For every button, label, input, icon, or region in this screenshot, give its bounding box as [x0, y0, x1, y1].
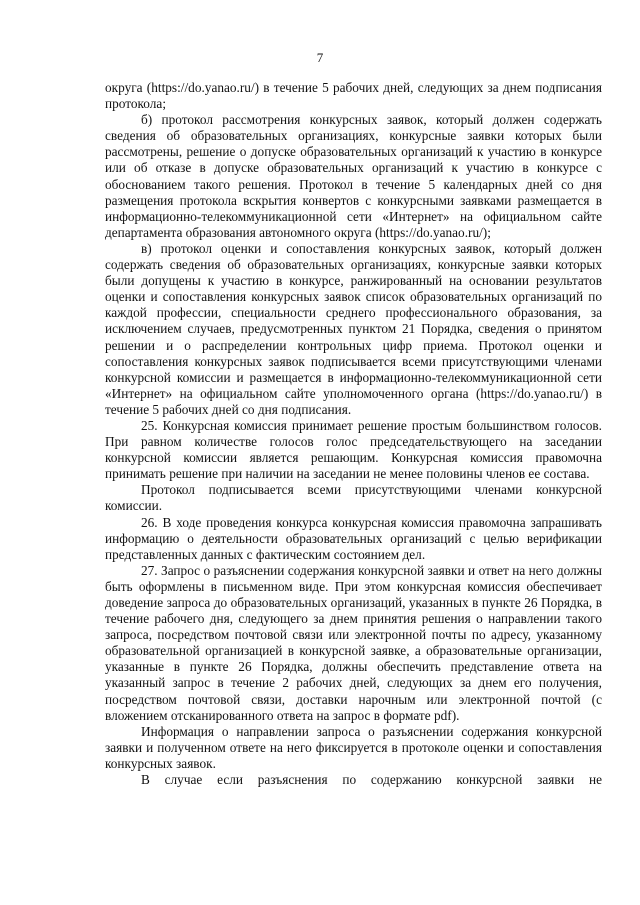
document-body	[105, 80, 602, 788]
paragraph-review-protocol: б) протокол рассмотрения конкурсных заявок, который должен содержать сведения об образовательных организациях, конкурсные заявки которых были рассмотрены, решение о допуске образовательных организаций к участию в конкурсе или об отказе в допуске образовательных организаций к участию в конкурсе с обоснованием такого решения. Протокол в течение 5 календарных дней со дня размещения протокола вскрытия конвертов с конкурсными заявками размещается в информационно-телекоммуникационной сети «Интернет» на официальном сайте департамента образования автономного округа (https://do.yanao.ru/);	[105, 112, 602, 240]
paragraph-item-26: 26. В ходе проведения конкурса конкурсная комиссия правомочна запрашивать информацию о деятельности образовательных организаций с целью верификации представленных данных с фактическим состоянием дел.	[105, 514, 602, 562]
paragraph-item-25: 25. Конкурсная комиссия принимает решение простым большинством голосов. При равном количестве голосов голос председательствующего на заседании конкурсной комиссии является решающим. Конкурсная комиссия правомочна принимать решение при наличии на заседании не менее половины членов ее состава.	[105, 417, 602, 482]
paragraph-clarification-start: В случае если разъяснения по содержанию конкурсной заявки не	[141, 772, 602, 788]
page-number: 7	[316, 50, 324, 65]
paragraph-item-27: 27. Запрос о разъяснении содержания конкурсной заявки и ответ на него должны быть оформлены в письменном виде. При этом конкурсная комиссия обеспечивает доведение запроса до образовательных организаций, указанных в пункте 26 Порядка, в течение рабочего дня, следующего за днем принятия решения о направлении такого запроса, посредством почтовой связи или электронной почты по адресу, указанному образовательной организацией в конкурсной заявке, а образовательные организации, указанные в пункте 26 Порядка, должны обеспечить представление ответа на указанный запрос в течение 2 рабочих дней, следующих за днем его получения, посредством почтовой связи, доставки нарочным или электронной почтой (с вложением отсканированного ответа на запрос в формате pdf).	[105, 562, 602, 723]
paragraph-evaluation-protocol: в) протокол оценки и сопоставления конкурсных заявок, который должен содержать сведения об образовательных организациях, конкурсные заявки которых были допущены к участию в конкурсе, ранжированный на основании результатов оценки и сопоставления конкурсных заявок список образовательных организаций по каждой профессии, специальности среднего профессионального образования, за исключением случаев, предусмотренных пунктом 21 Порядка, сведения о принятом решении и о распределении контрольных цифр приема. Протокол оценки и сопоставления конкурсных заявок подписывается всеми присутствующими членами конкурсной комиссии и размещается в информационно-телекоммуникационной сети «Интернет» на официальном сайте уполномоченного органа (https://do.yanao.ru/) в течение 5 рабочих дней со дня подписания.	[105, 240, 602, 417]
paragraph-request-info: Информация о направлении запроса о разъяснении содержания конкурсной заявки и полученном ответе на него фиксируется в протоколе оценки и сопоставления конкурсных заявок.	[105, 723, 602, 771]
paragraph-continuation: округа (https://do.yanao.ru/) в течение 5 рабочих дней, следующих за днем подписания протокола;	[105, 80, 602, 112]
paragraph-protocol-signing: Протокол подписывается всеми присутствующими членами конкурсной комиссии.	[105, 482, 602, 514]
